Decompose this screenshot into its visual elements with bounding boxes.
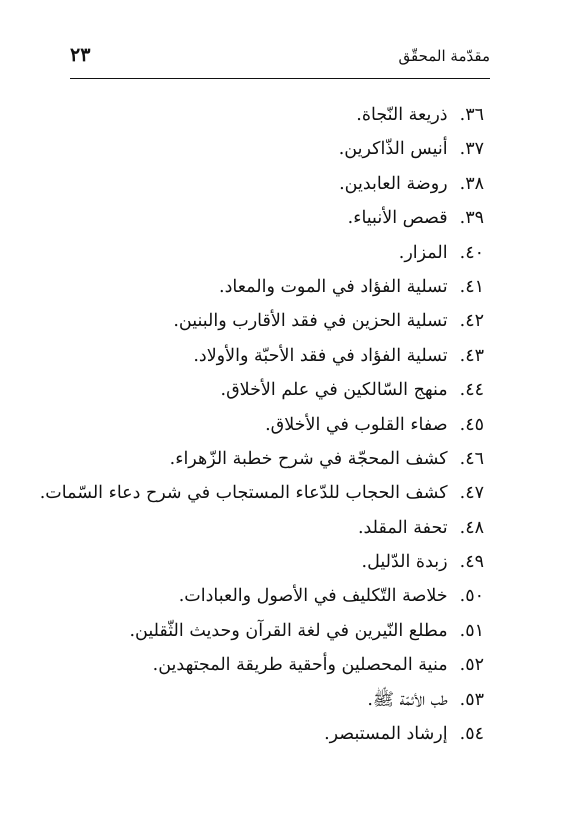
entry-title: زبدة الدّليل. [361,552,448,573]
entry-title: كشف الحجاب للدّعاء المستجاب في شرح دعاء السّمات. [39,483,448,504]
entry-title: تسلية الحزين في فقد الأقارب والبنين. [173,311,448,332]
entry-number: ٥٠. [459,586,484,607]
header-rule [70,78,490,79]
list-item [44,648,484,682]
entry-title: إرشاد المستبصر. [324,724,448,745]
works-list [39,98,484,751]
entry-title: طب الأئمّة ﷺ. [367,689,448,710]
entry-number: ٤٧. [459,483,484,504]
entry-title: تحفة المقلد. [357,517,448,538]
entry-title: صفاء القلوب في الأخلاق. [265,414,448,435]
entry-title: تسلية الفؤاد في الموت والمعاد. [219,276,448,297]
entry-number: ٤١. [459,276,484,297]
list-item [44,579,484,613]
entry-number: ٥٢. [459,655,484,676]
entry-number: ٤٢. [459,311,484,332]
list-item [44,717,484,751]
list-item [44,236,484,270]
entry-title: مطلع النّيرين في لغة القرآن وحديث الثّقلين. [129,620,448,641]
entry-title: كشف المحجّة في شرح خطبة الزّهراء. [169,448,448,469]
entry-number: ٤٦. [459,448,484,469]
entry-number: ٣٨. [459,173,484,194]
entry-title: ذريعة النّجاة. [356,105,448,125]
list-item [44,408,484,442]
entry-number: ٣٧. [459,139,484,160]
page-header [70,44,490,78]
entry-title: تسلية الفؤاد في فقد الأحبّة والأولاد. [193,345,448,366]
entry-number: ٤٣. [459,345,484,366]
list-item [44,304,484,338]
entry-number: ٤٠. [459,242,484,263]
list-item [44,511,484,545]
entry-number: ٤٩. [459,552,484,573]
list-item [44,132,484,166]
entry-number: ٣٦. [459,105,484,125]
list-item [44,201,484,235]
entry-title: خلاصة التّكليف في الأصول والعبادات. [178,586,448,607]
running-title: مقدّمة المحقّق [398,47,490,65]
list-item [44,270,484,304]
list-item [44,373,484,407]
entry-number: ٣٩. [459,208,484,229]
list-item [44,683,484,717]
entry-number: ٤٨. [459,517,484,538]
page-number: ٢٣ [70,44,91,66]
entry-number: ٤٥. [459,414,484,435]
entry-number: ٥٣. [459,689,484,710]
list-item [44,339,484,373]
entry-title: منهج السّالكين في علم الأخلاق. [220,380,448,401]
entry-number: ٥٤. [459,724,484,745]
entry-title: قصص الأنبياء. [347,208,448,229]
list-item [44,442,484,476]
list-item [44,614,484,648]
entry-number: ٤٤. [459,380,484,401]
entry-title: أنيس الذّاكرين. [338,139,448,160]
list-item [39,476,484,510]
entry-title: المزار. [398,242,448,263]
list-item [44,167,484,201]
list-item [44,545,484,579]
entry-number: ٥١. [459,620,484,641]
entry-title: منية المحصلين وأحقية طريقة المجتهدين. [152,655,448,676]
list-item [44,98,484,132]
entry-title: روضة العابدين. [339,173,448,194]
